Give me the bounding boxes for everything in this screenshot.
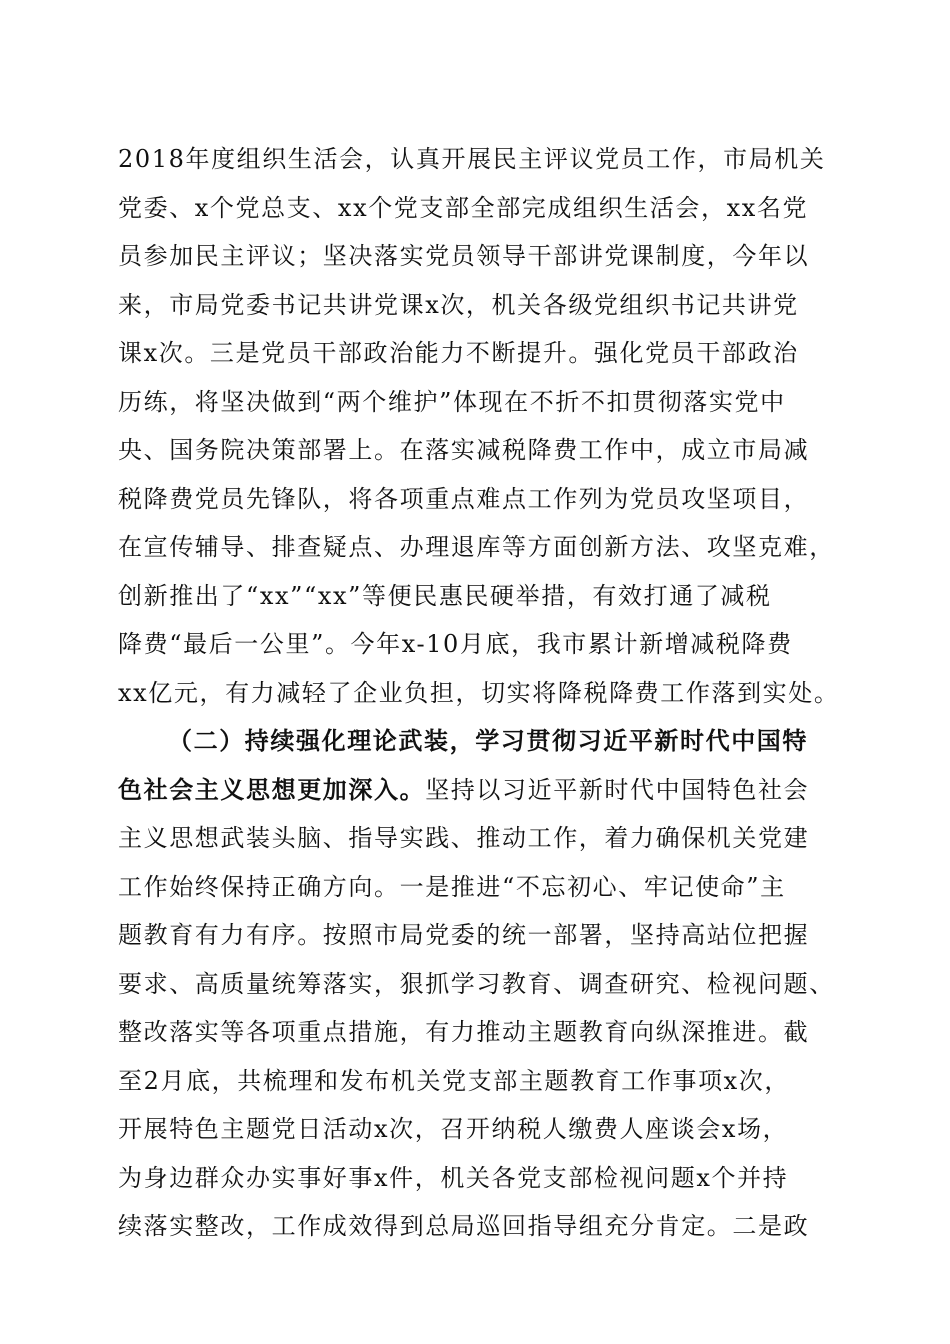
text-line: 央、国务院决策部署上。在落实减税降费工作中，成立市局减 (118, 436, 810, 464)
section-heading: （二）持续强化理论武装，学习贯彻习近平新时代中国特 (168, 726, 808, 755)
text-line: 来，市局党委书记共讲党课x次，机关各级党组织书记共讲党 (118, 290, 799, 319)
text-line: 主义思想武装头脑、指导实践、推动工作，着力确保机关党建 (118, 824, 810, 852)
text-line: 整改落实等各项重点措施，有力推动主题教育向纵深推进。截 (118, 1018, 810, 1046)
text-line: xx亿元，有力减轻了企业负担，切实将降税降费工作落到实处。 (118, 678, 840, 707)
text-line: 至2月底，共梳理和发布机关党支部主题教育工作事项x次， (118, 1066, 791, 1095)
text-line: 开展特色主题党日活动x次，召开纳税人缴费人座谈会x场， (118, 1115, 789, 1143)
document-body (118, 135, 848, 1251)
text-line (118, 766, 848, 815)
text-line: 降费“最后一公里”。今年x-10月底，我市累计新增减税降费 (118, 630, 793, 658)
text-line: 课x次。三是党员干部政治能力不断提升。强化党员干部政治 (118, 339, 799, 367)
text-line-rest: 坚持以习近平新时代中国特色社会 (425, 775, 810, 804)
text-line: 员参加民主评议；坚决落实党员领导干部讲党课制度，今年以 (118, 242, 810, 270)
text-line: 为身边群众办实事好事x件，机关各党支部检视问题x个并持 (118, 1163, 789, 1192)
text-line: 工作始终保持正确方向。一是推进“不忘初心、牢记使命”主 (118, 872, 786, 901)
text-line: 税降费党员先锋队，将各项重点难点工作列为党员攻坚项目， (118, 484, 810, 513)
text-line: 创新推出了“xx”“xx”等便民惠民硬举措，有效打通了减税 (118, 581, 772, 610)
text-line: 党委、x个党总支、xx个党支部全部完成组织生活会，xx名党 (118, 193, 809, 222)
text-line: 在宣传辅导、排查疑点、办理退库等方面创新方法、攻坚克难， (118, 533, 835, 561)
text-line: 历练，将坚决做到“两个维护”体现在不折不扣贯彻落实党中 (118, 387, 786, 416)
text-line: 续落实整改，工作成效得到总局巡回指导组充分肯定。二是政 (118, 1212, 810, 1240)
text-line: 2018年度组织生活会，认真开展民主评议党员工作，市局机关 (118, 145, 826, 173)
section-heading-continued: 色社会主义思想更加深入。 (118, 774, 426, 804)
text-line: 要求、高质量统筹落实，狠抓学习教育、调查研究、检视问题、 (118, 969, 835, 998)
text-line: 题教育有力有序。按照市局党委的统一部署，坚持高站位把握 (118, 921, 810, 949)
